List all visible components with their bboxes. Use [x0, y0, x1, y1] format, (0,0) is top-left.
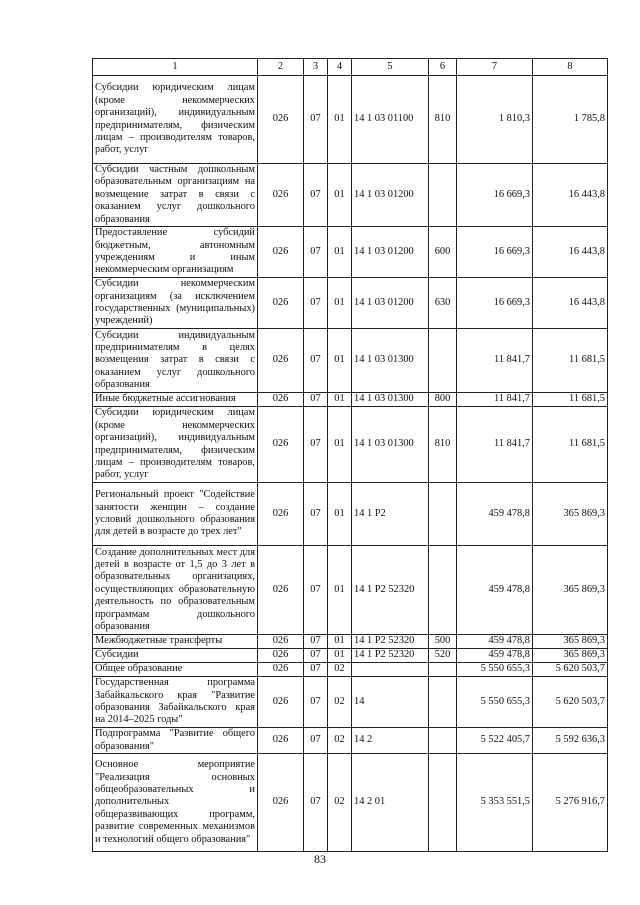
cell-amount-year2: 5 276 916,7 — [533, 754, 608, 852]
cell-amount-year2: 16 443,8 — [533, 227, 608, 278]
cell-amount-year1: 459 478,8 — [457, 483, 533, 546]
table-row — [93, 329, 608, 393]
cell-ministry-code: 026 — [258, 754, 304, 852]
row-name: Подпрограмма "Развитие общего образования" — [93, 728, 258, 754]
table-row — [93, 393, 608, 407]
table-row — [93, 407, 608, 483]
row-name: Общее образование — [93, 663, 258, 677]
column-header: 3 — [304, 59, 328, 76]
cell-ministry-code: 026 — [258, 483, 304, 546]
table-row — [93, 663, 608, 677]
cell-expense-type: 810 — [429, 76, 457, 164]
table-row — [93, 546, 608, 635]
cell-section: 07 — [304, 329, 328, 393]
cell-ministry-code: 026 — [258, 728, 304, 754]
cell-expense-type: 520 — [429, 649, 457, 663]
cell-ministry-code: 026 — [258, 164, 304, 227]
cell-section: 07 — [304, 635, 328, 649]
cell-amount-year2: 365 869,3 — [533, 483, 608, 546]
cell-amount-year2: 16 443,8 — [533, 164, 608, 227]
table-row — [93, 635, 608, 649]
cell-amount-year1: 5 353 551,5 — [457, 754, 533, 852]
row-name: Предоставление субсидий бюджетным, автономным учреждениям и иным некоммерческим организациям — [93, 227, 258, 278]
cell-ministry-code: 026 — [258, 677, 304, 728]
cell-ministry-code: 026 — [258, 546, 304, 635]
row-name: Создание дополнительных мест для детей в возрасте от 1,5 до 3 лет в образовательных организациях, осуществляющих образовательную деятельность по образовательным программам дошкольного образования — [93, 546, 258, 635]
cell-amount-year2: 365 869,3 — [533, 635, 608, 649]
row-name: Государственная программа Забайкальского края "Развитие образования Забайкальского края на 2014–2025 годы" — [93, 677, 258, 728]
row-name: Субсидии некоммерческим организациям (за исключением государственных (муниципальных) учреждений) — [93, 278, 258, 329]
cell-section: 07 — [304, 164, 328, 227]
table-row — [93, 164, 608, 227]
column-header: 2 — [258, 59, 304, 76]
cell-amount-year2: 11 681,5 — [533, 393, 608, 407]
cell-target-article: 14 2 — [352, 728, 429, 754]
cell-subsection: 01 — [328, 483, 352, 546]
cell-subsection: 01 — [328, 227, 352, 278]
cell-target-article: 14 1 03 01100 — [352, 76, 429, 164]
cell-section: 07 — [304, 677, 328, 728]
cell-amount-year1: 16 669,3 — [457, 278, 533, 329]
cell-amount-year2: 16 443,8 — [533, 278, 608, 329]
cell-target-article: 14 1 03 01300 — [352, 407, 429, 483]
cell-section: 07 — [304, 76, 328, 164]
cell-amount-year2: 11 681,5 — [533, 329, 608, 393]
cell-subsection: 01 — [328, 164, 352, 227]
cell-expense-type: 630 — [429, 278, 457, 329]
cell-subsection: 01 — [328, 76, 352, 164]
cell-target-article: 14 1 03 01300 — [352, 393, 429, 407]
cell-subsection: 01 — [328, 393, 352, 407]
table-row — [93, 278, 608, 329]
table-row — [93, 227, 608, 278]
row-name: Субсидии индивидуальным предпринимателям в целях возмещения затрат в связи с оказанием услуг дошкольного образования — [93, 329, 258, 393]
cell-target-article: 14 1 P2 52320 — [352, 546, 429, 635]
cell-amount-year1: 5 522 405,7 — [457, 728, 533, 754]
table-row — [93, 754, 608, 852]
cell-target-article: 14 1 P2 — [352, 483, 429, 546]
cell-ministry-code: 026 — [258, 393, 304, 407]
table-row — [93, 677, 608, 728]
cell-subsection: 02 — [328, 754, 352, 852]
cell-amount-year1: 459 478,8 — [457, 635, 533, 649]
cell-amount-year2: 1 785,8 — [533, 76, 608, 164]
row-name: Субсидии юридическим лицам (кроме некоммерческих организаций), индивидуальным предпринимателям, физическим лицам – производителям товаров, работ, услуг — [93, 407, 258, 483]
cell-amount-year1: 5 550 655,3 — [457, 677, 533, 728]
cell-expense-type — [429, 677, 457, 728]
cell-expense-type: 500 — [429, 635, 457, 649]
cell-amount-year1: 5 550 655,3 — [457, 663, 533, 677]
cell-section: 07 — [304, 546, 328, 635]
cell-section: 07 — [304, 227, 328, 278]
column-header: 6 — [429, 59, 457, 76]
cell-ministry-code: 026 — [258, 635, 304, 649]
cell-expense-type — [429, 754, 457, 852]
cell-expense-type: 810 — [429, 407, 457, 483]
cell-subsection: 02 — [328, 663, 352, 677]
table-row — [93, 649, 608, 663]
row-name: Субсидии юридическим лицам (кроме некоммерческих организаций), индивидуальным предпринимателям, физическим лицам – производителям товаров, работ, услуг — [93, 76, 258, 164]
cell-target-article: 14 1 03 01200 — [352, 278, 429, 329]
column-header: 4 — [328, 59, 352, 76]
budget-table — [92, 58, 608, 852]
cell-ministry-code: 026 — [258, 407, 304, 483]
row-name: Субсидии — [93, 649, 258, 663]
cell-subsection: 02 — [328, 677, 352, 728]
cell-ministry-code: 026 — [258, 76, 304, 164]
row-name: Субсидии частным дошкольным образовательным организациям на возмещение затрат в связи с оказанием услуг дошкольного образования — [93, 164, 258, 227]
cell-section: 07 — [304, 663, 328, 677]
cell-section: 07 — [304, 483, 328, 546]
cell-amount-year2: 5 620 503,7 — [533, 663, 608, 677]
cell-subsection: 01 — [328, 546, 352, 635]
table-row — [93, 76, 608, 164]
cell-target-article: 14 1 03 01300 — [352, 329, 429, 393]
cell-amount-year1: 11 841,7 — [457, 393, 533, 407]
cell-target-article — [352, 663, 429, 677]
cell-expense-type — [429, 663, 457, 677]
cell-ministry-code: 026 — [258, 649, 304, 663]
row-name: Региональный проект "Содействие занятости женщин – создание условий дошкольного образования для детей в возрасте до трех лет" — [93, 483, 258, 546]
cell-expense-type — [429, 483, 457, 546]
cell-section: 07 — [304, 754, 328, 852]
cell-target-article: 14 1 03 01200 — [352, 164, 429, 227]
cell-amount-year2: 365 869,3 — [533, 546, 608, 635]
cell-amount-year2: 11 681,5 — [533, 407, 608, 483]
cell-amount-year2: 365 869,3 — [533, 649, 608, 663]
column-header: 8 — [533, 59, 608, 76]
cell-section: 07 — [304, 278, 328, 329]
table-header-row — [93, 59, 608, 76]
row-name: Иные бюджетные ассигнования — [93, 393, 258, 407]
cell-subsection: 01 — [328, 278, 352, 329]
cell-subsection: 01 — [328, 407, 352, 483]
cell-expense-type: 600 — [429, 227, 457, 278]
cell-subsection: 01 — [328, 649, 352, 663]
page-number: 83 — [314, 852, 326, 866]
column-header: 1 — [93, 59, 258, 76]
cell-target-article: 14 2 01 — [352, 754, 429, 852]
cell-section: 07 — [304, 393, 328, 407]
cell-amount-year1: 16 669,3 — [457, 164, 533, 227]
cell-amount-year1: 11 841,7 — [457, 329, 533, 393]
cell-amount-year2: 5 592 636,3 — [533, 728, 608, 754]
row-name: Межбюджетные трансферты — [93, 635, 258, 649]
table-row — [93, 483, 608, 546]
cell-expense-type — [429, 329, 457, 393]
column-header: 7 — [457, 59, 533, 76]
cell-amount-year1: 11 841,7 — [457, 407, 533, 483]
row-name: Основное мероприятие "Реализация основных общеобразовательных и дополнительных общеразвивающих программ, развитие современных механизмов и технологий общего образования" — [93, 754, 258, 852]
cell-target-article: 14 1 03 01200 — [352, 227, 429, 278]
cell-target-article: 14 1 P2 52320 — [352, 635, 429, 649]
cell-amount-year1: 16 669,3 — [457, 227, 533, 278]
cell-ministry-code: 026 — [258, 278, 304, 329]
cell-amount-year1: 459 478,8 — [457, 546, 533, 635]
cell-section: 07 — [304, 649, 328, 663]
cell-target-article: 14 1 P2 52320 — [352, 649, 429, 663]
cell-expense-type — [429, 164, 457, 227]
cell-subsection: 02 — [328, 728, 352, 754]
cell-subsection: 01 — [328, 329, 352, 393]
cell-ministry-code: 026 — [258, 329, 304, 393]
cell-section: 07 — [304, 407, 328, 483]
cell-subsection: 01 — [328, 635, 352, 649]
cell-amount-year1: 459 478,8 — [457, 649, 533, 663]
table-row — [93, 728, 608, 754]
cell-ministry-code: 026 — [258, 663, 304, 677]
cell-section: 07 — [304, 728, 328, 754]
cell-expense-type — [429, 546, 457, 635]
cell-amount-year1: 1 810,3 — [457, 76, 533, 164]
cell-amount-year2: 5 620 503,7 — [533, 677, 608, 728]
cell-expense-type: 800 — [429, 393, 457, 407]
cell-ministry-code: 026 — [258, 227, 304, 278]
cell-target-article: 14 — [352, 677, 429, 728]
cell-expense-type — [429, 728, 457, 754]
column-header: 5 — [352, 59, 429, 76]
